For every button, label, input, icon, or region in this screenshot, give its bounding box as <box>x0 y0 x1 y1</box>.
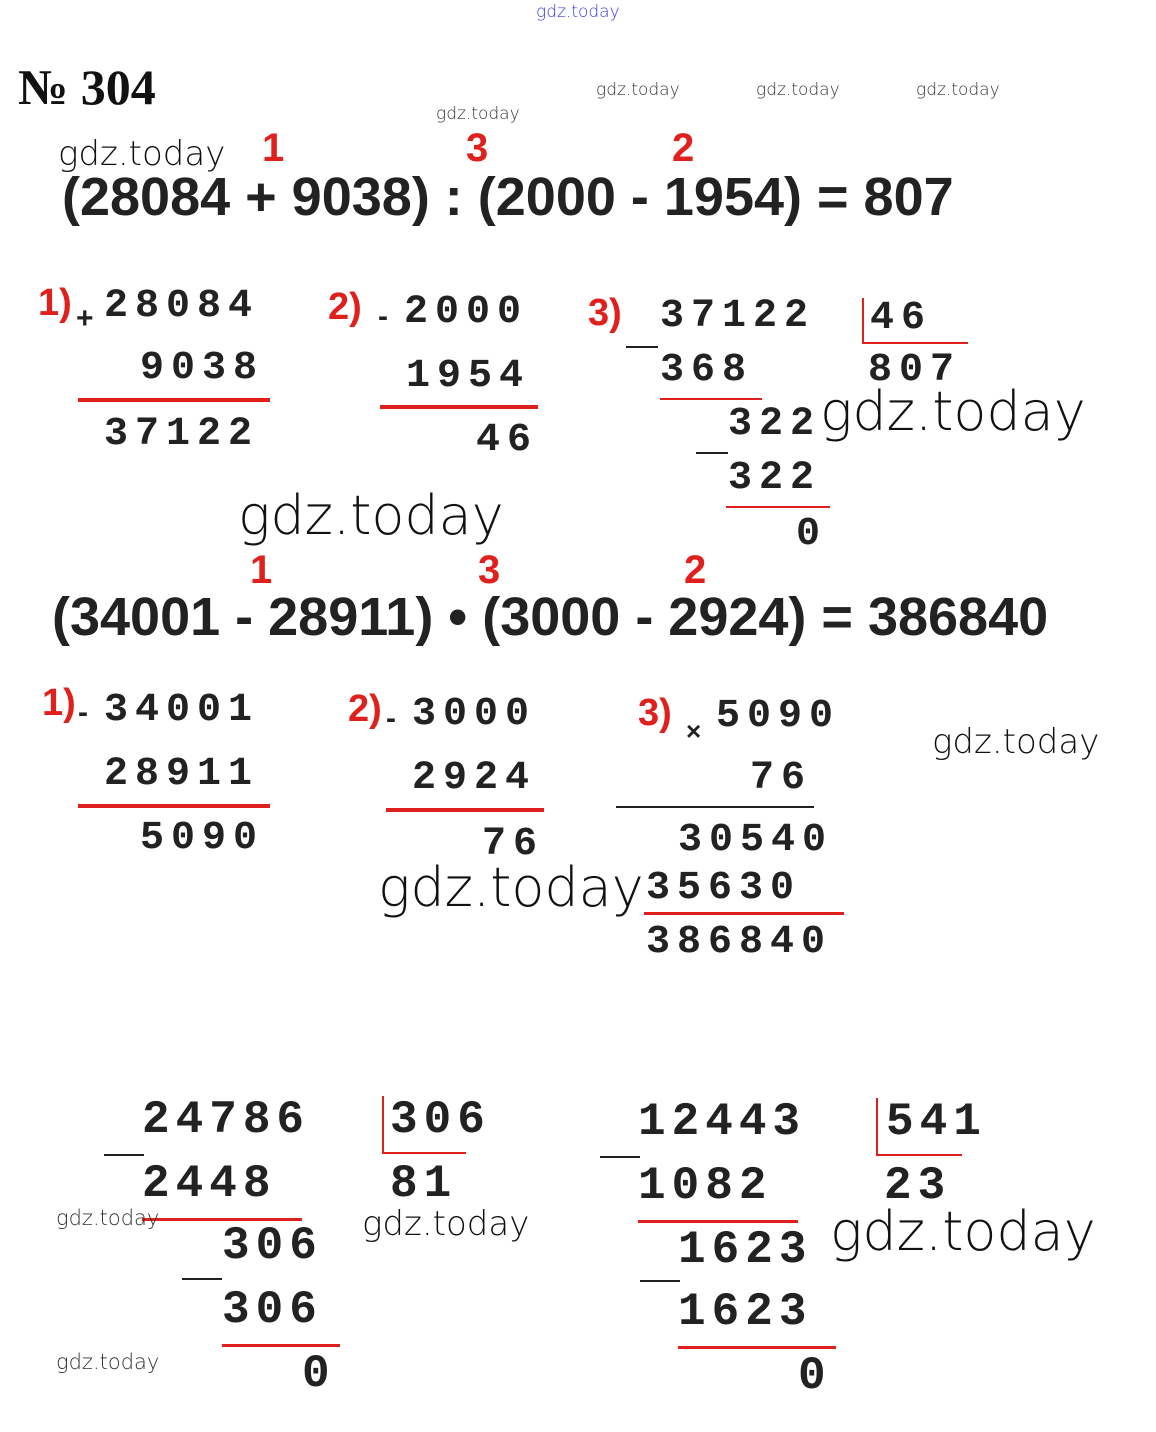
product-line <box>616 806 814 808</box>
minuend: 34001 <box>104 688 260 733</box>
difference-line <box>78 804 270 808</box>
subtraction-line <box>638 1220 798 1223</box>
order-mark: 1 <box>262 126 285 170</box>
partial-product: 1623 <box>678 1286 813 1338</box>
watermark: gdz.today <box>58 134 226 174</box>
final-remainder: 0 <box>798 1350 832 1402</box>
factor-2: 76 <box>750 756 813 801</box>
remainder: 1623 <box>678 1224 813 1276</box>
top-watermark: gdz.today <box>536 2 620 22</box>
subtraction-line <box>726 506 830 508</box>
watermark: gdz.today <box>362 1204 530 1244</box>
partial-product: 2448 <box>142 1158 277 1210</box>
problem-number: № 304 <box>18 59 156 115</box>
watermark: gdz.today <box>756 80 840 100</box>
subtrahend: 28911 <box>104 752 260 797</box>
divisor-underline <box>862 342 968 344</box>
division-minus <box>104 1154 144 1156</box>
division-minus <box>626 346 658 348</box>
difference-result: 5090 <box>140 816 265 861</box>
watermark: gdz.today <box>56 1206 160 1230</box>
partial-product: 368 <box>660 348 754 393</box>
watermark: gdz.today <box>378 856 644 919</box>
expression-1: (28084 + 9038) : (2000 - 1954) = 807 <box>62 167 954 227</box>
sum-line <box>78 398 270 402</box>
division-bar <box>876 1098 878 1154</box>
division-minus <box>182 1278 222 1280</box>
factor-1: 5090 <box>716 694 841 739</box>
product-result: 386840 <box>646 920 833 965</box>
subtrahend: 2924 <box>412 756 537 801</box>
watermark: gdz.today <box>830 1200 1096 1263</box>
watermark: gdz.today <box>238 484 504 547</box>
dividend: 24786 <box>142 1094 311 1146</box>
minus-sign: - <box>378 300 388 333</box>
step-label: 3) <box>638 692 672 734</box>
partial-product: 322 <box>728 456 822 501</box>
subtraction-line <box>222 1344 340 1347</box>
quotient: 807 <box>868 348 962 393</box>
watermark: gdz.today <box>436 104 520 124</box>
order-mark: 3 <box>478 548 501 592</box>
sum-result: 37122 <box>104 412 260 457</box>
division-minus <box>696 452 728 454</box>
subtrahend: 1954 <box>406 354 531 399</box>
difference-result: 46 <box>476 418 539 463</box>
minuend: 2000 <box>404 290 529 335</box>
partial-product: 30540 <box>678 818 834 863</box>
difference-line <box>380 405 538 409</box>
order-mark: 1 <box>250 548 273 592</box>
difference-result: 76 <box>482 822 545 867</box>
partial-product: 1082 <box>638 1160 773 1212</box>
step-label: 1) <box>42 682 76 724</box>
subtraction-line <box>678 1346 836 1349</box>
addend-2: 9038 <box>140 346 265 391</box>
minuend: 3000 <box>412 692 537 737</box>
remainder: 306 <box>222 1220 323 1272</box>
partial-product: 35630 <box>646 866 802 911</box>
quotient: 81 <box>390 1158 458 1210</box>
division-minus <box>600 1156 640 1158</box>
division-bar <box>382 1096 384 1152</box>
order-mark: 3 <box>466 126 489 170</box>
divisor: 46 <box>870 296 933 341</box>
divisor: 306 <box>390 1094 491 1146</box>
division-bar <box>862 298 864 344</box>
difference-line <box>386 808 544 812</box>
expression-2: (34001 - 28911) • (3000 - 2924) = 386840 <box>52 587 1049 647</box>
divisor-underline <box>876 1154 962 1156</box>
step-label: 2) <box>348 688 382 730</box>
subtraction-line <box>660 398 762 400</box>
plus-sign: + <box>76 302 94 335</box>
step-label: 3) <box>588 292 622 334</box>
divisor-underline <box>382 1152 466 1154</box>
watermark: gdz.today <box>56 1350 160 1374</box>
order-mark: 2 <box>672 126 695 170</box>
order-mark: 2 <box>684 548 707 592</box>
final-remainder: 0 <box>796 512 828 557</box>
times-sign: × <box>686 716 702 746</box>
remainder: 322 <box>728 402 822 447</box>
quotient: 23 <box>884 1160 952 1212</box>
divisor: 541 <box>886 1096 987 1148</box>
dividend: 12443 <box>638 1096 807 1148</box>
step-label: 1) <box>38 282 72 324</box>
partial-product: 306 <box>222 1284 323 1336</box>
addend-1: 28084 <box>104 284 260 329</box>
final-remainder: 0 <box>302 1348 336 1400</box>
watermark: gdz.today <box>932 722 1100 762</box>
division-minus <box>640 1280 680 1282</box>
minus-sign: - <box>386 702 396 735</box>
watermark: gdz.today <box>820 380 1086 443</box>
step-label: 2) <box>328 286 362 328</box>
watermark: gdz.today <box>916 80 1000 100</box>
minus-sign: - <box>78 696 88 729</box>
dividend: 37122 <box>660 294 816 339</box>
watermark: gdz.today <box>596 80 680 100</box>
sum-line <box>644 912 844 915</box>
